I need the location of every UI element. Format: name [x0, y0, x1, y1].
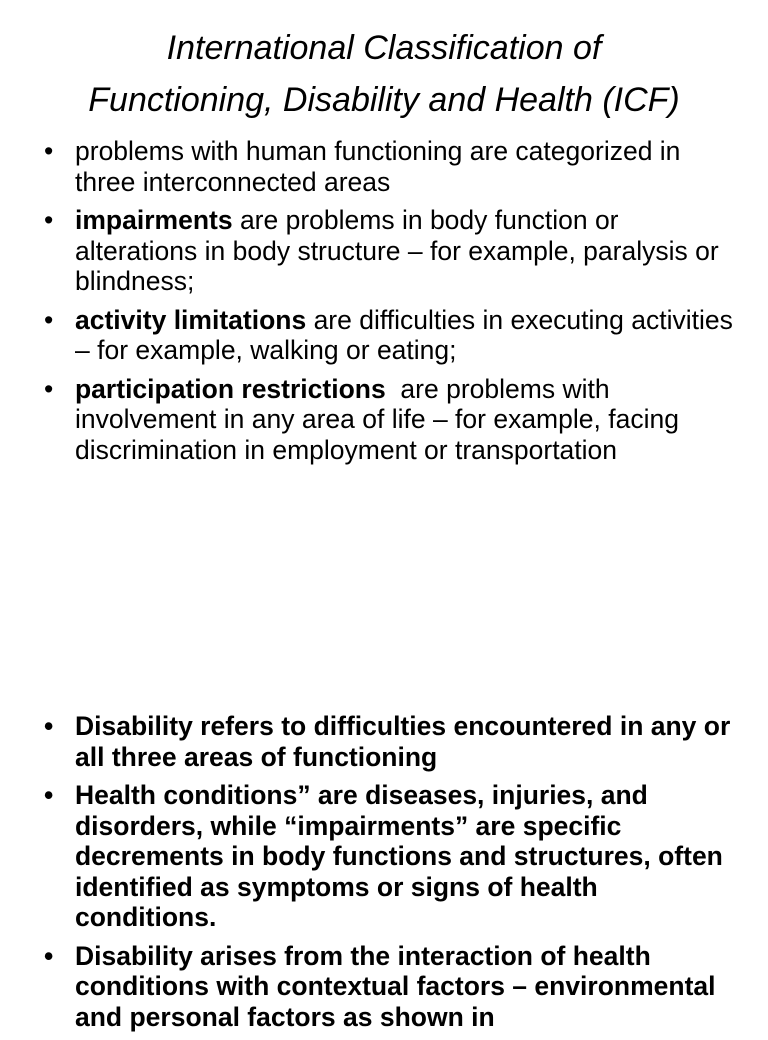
term-participation-restrictions: participation restrictions [75, 373, 386, 404]
bullet-icon: • [44, 373, 54, 404]
slide-title [0, 22, 768, 126]
bullet-icon: • [44, 136, 54, 166]
title-line-2: Functioning, Disability and Health (ICF) [88, 81, 680, 119]
bullet-text: Health conditions” are diseases, injuries, and disorders, while “impairments” are specific decrements in body functions and structures, often identified as symptoms or signs of health conditions. [75, 780, 723, 932]
bullet-icon: • [44, 780, 54, 810]
title-line-1: International Classification of [166, 29, 602, 67]
bullet-text: Disability arises from the interaction of health conditions with contextual factors – environmental and personal factors as shown in [75, 940, 716, 1032]
list-item [0, 136, 768, 197]
disability-notes-list [0, 711, 768, 1040]
bullet-text: Disability refers to difficulties encountered in any or all three areas of functioning [75, 711, 731, 772]
list-item [0, 941, 768, 1033]
bullet-icon: • [44, 205, 54, 235]
bullet-text: problems with human functioning are categorized in three interconnected areas [75, 136, 681, 197]
bullet-text: are difficulties in executing activities – for example, walking or eating; [75, 304, 733, 365]
bullet-text: are problems in body function or alterations in body structure – for example, paralysis or blindness; [75, 205, 719, 296]
term-activity-limitations: activity limitations [75, 304, 307, 335]
bullet-icon: • [44, 711, 54, 741]
bullet-icon: • [44, 940, 54, 971]
list-item [0, 374, 768, 466]
list-item [0, 780, 768, 933]
list-item [0, 711, 768, 772]
term-impairments: impairments [75, 205, 233, 235]
bullet-icon: • [44, 304, 54, 335]
bullet-text: are problems with involvement in any area of life – for example, facing discrimination in employment or transportation [75, 373, 687, 465]
icf-areas-list [0, 136, 768, 473]
list-item [0, 305, 768, 366]
list-item [0, 205, 768, 297]
